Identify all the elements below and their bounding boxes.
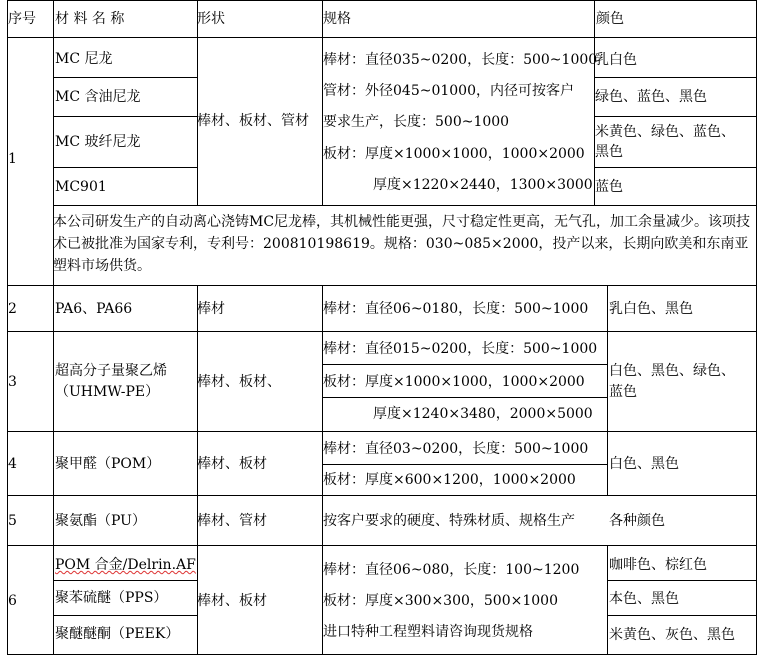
row-line — [53, 580, 197, 581]
row-line — [322, 364, 607, 365]
color-cell: 米黄色、绿色、蓝色、 — [595, 124, 735, 140]
spec-line: 棒材：直径03~0200，长度：500~1000 — [323, 441, 589, 457]
shape-cell: 棒材、板材 — [197, 456, 267, 472]
shape-cell: 棒材 — [197, 301, 225, 317]
color-cell: 蓝色 — [609, 384, 637, 400]
row-line — [594, 167, 757, 168]
row-line — [594, 116, 757, 117]
row-number: 3 — [8, 374, 17, 390]
header-spec: 规格 — [323, 11, 351, 27]
spec-line: 按客户要求的硬度、特殊材质、规格生产 — [323, 513, 575, 529]
header-shape: 形状 — [197, 11, 225, 27]
material-name: 聚氨酯（PU） — [55, 513, 146, 529]
material-name: PA6、PA66 — [55, 301, 133, 317]
material-name: POM 合金/Delrin.AF — [55, 557, 196, 573]
shape-cell: 棒材、板材、 — [197, 374, 281, 390]
material-name: 聚苯硫醚（PPS） — [55, 590, 168, 606]
color-cell: 乳白色 — [595, 52, 637, 68]
material-name: MC 尼龙 — [55, 51, 113, 67]
color-cell: 白色、黑色、绿色、 — [609, 363, 735, 379]
row-line — [53, 205, 757, 206]
row-number: 6 — [8, 593, 17, 609]
row-line — [53, 615, 197, 616]
color-cell: 乳白色、黑色 — [609, 301, 693, 317]
row-number: 1 — [8, 151, 17, 167]
material-name: MC901 — [55, 179, 107, 195]
row-line — [53, 77, 197, 78]
spec-line: 厚度×1240×3480，2000×5000 — [373, 406, 593, 422]
row-line — [607, 580, 757, 581]
color-cell: 白色、黑色 — [609, 456, 679, 472]
col-line — [607, 285, 608, 495]
spec-line: 棒材：直径035~0200，长度：500~1000 — [323, 52, 598, 68]
spec-line: 进口特种工程塑料请咨询现货规格 — [323, 624, 533, 640]
col-line — [607, 545, 608, 655]
color-cell: 咖啡色、棕红色 — [609, 557, 707, 573]
table-border-right — [756, 0, 757, 655]
row-line — [7, 331, 757, 332]
row-line — [7, 285, 757, 286]
color-cell: 黑色 — [595, 144, 623, 160]
material-name: 聚甲醛（POM） — [55, 456, 161, 472]
header-no: 序号 — [8, 11, 36, 27]
table-border-left — [7, 0, 8, 655]
material-name: MC 玻纤尼龙 — [55, 134, 141, 150]
spec-line: 板材：厚度×300×300，500×1000 — [323, 593, 558, 609]
table-border-top — [7, 0, 757, 1]
color-cell: 米黄色、灰色、黑色 — [609, 627, 735, 643]
col-line — [53, 0, 54, 655]
row-line — [7, 545, 757, 546]
table-border-bottom — [7, 654, 757, 655]
material-name: MC 含油尼龙 — [55, 89, 141, 105]
row-number: 5 — [8, 513, 17, 529]
header-color: 颜色 — [596, 11, 624, 27]
color-cell: 本色、黑色 — [609, 591, 679, 607]
row-line — [594, 77, 757, 78]
header-name: 材 料 名 称 — [55, 11, 125, 27]
row-line — [607, 615, 757, 616]
spec-line: 板材：厚度×1000×1000，1000×2000 — [323, 374, 585, 390]
spec-line: 厚度×1220×2440，1300×3000 — [373, 177, 593, 193]
material-name: 超高分子量聚乙烯 — [55, 363, 167, 379]
color-cell: 绿色、蓝色、黑色 — [595, 89, 707, 105]
row-number: 4 — [8, 456, 17, 472]
spec-line: 棒材：直径06~080，长度：100~1200 — [323, 562, 580, 578]
shape-cell: 棒材、管材 — [197, 513, 267, 529]
row-line — [7, 495, 757, 496]
col-line — [322, 0, 323, 206]
shape-cell: 棒材、板材、管材 — [197, 113, 309, 129]
material-name: （UHMW-PE） — [55, 384, 160, 400]
row-number: 2 — [8, 301, 17, 317]
row-line — [7, 431, 757, 432]
row-line — [53, 116, 197, 117]
spec-line: 棒材：直径06~0180，长度：500~1000 — [323, 301, 589, 317]
row-line — [322, 397, 607, 398]
spec-line: 管材：外径045~01000，内径可按客户 — [323, 83, 574, 99]
shape-cell: 棒材、板材 — [197, 593, 267, 609]
spec-line: 棒材：直径015~0200，长度：500~1000 — [323, 341, 598, 357]
row-line — [322, 464, 607, 465]
row-line — [53, 167, 197, 168]
spec-line: 板材：厚度×600×1200，1000×2000 — [323, 472, 576, 488]
spec-line: 要求生产，长度：500~1000 — [323, 114, 510, 130]
col-line — [197, 0, 198, 206]
color-cell: 蓝色 — [595, 179, 623, 195]
spec-line: 板材：厚度×1000×1000，1000×2000 — [323, 146, 585, 162]
color-cell: 各种颜色 — [609, 513, 665, 529]
row-line — [7, 37, 757, 38]
material-name: 聚醚醚酮（PEEK） — [55, 626, 180, 642]
patent-note: 本公司研发生产的自动离心浇铸MC尼龙棒，其机械性能更强，尺寸稳定性更高，无气孔，加工余量减少。该项技术已被批准为国家专利，专利号：200810198619。规格：030~085×2000，投产以来，长期向欧美和东南亚塑料市场供货。 — [53, 214, 751, 274]
